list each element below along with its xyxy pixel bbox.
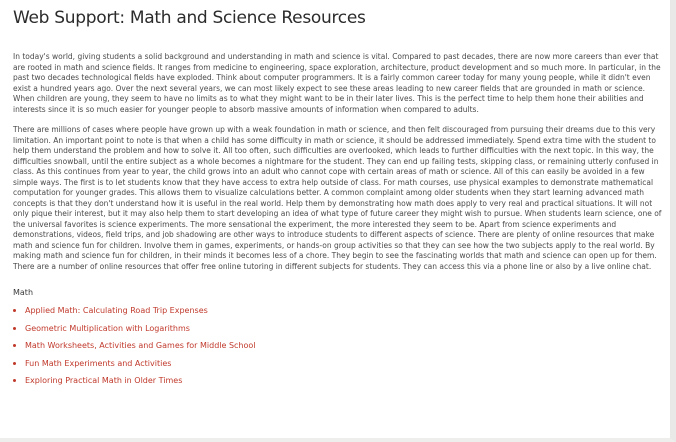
page-title: Web Support: Math and Science Resources <box>13 8 366 28</box>
bullet-icon <box>13 309 16 312</box>
bullet-icon <box>13 327 16 330</box>
list-item <box>13 324 663 342</box>
bullet-icon <box>13 344 16 347</box>
bullet-icon <box>13 362 16 365</box>
link-geometric-multiplication[interactable]: Geometric Multiplication with Logarithms <box>25 323 190 333</box>
link-applied-math[interactable]: Applied Math: Calculating Road Trip Expenses <box>25 306 208 315</box>
list-item <box>13 359 663 377</box>
bullet-icon <box>13 379 16 382</box>
intro-paragraph: In today's world, giving students a solid background and understanding in math and science is vital. Compared to past decades, there are now more careers than ever that are rooted in math and science fields. It ranges from medicine to engineering, space exploration, architecture, product development and so much more. In particular, in the past two decades technological fields have exploded. Think about computer programmers. It is a fairly common career today for many young people, while it didn't even exist a hundred years ago. Over the next several years, we can most likely expect to see these areas leading to new career fields that are grounded in math or science. When children are young, they seem to have no limits as to what they might want to be in their later lives. This is the perfect time to help them hone their abilities and interests since it is so much easier for younger people to absorb massive amounts of information when compared to adults. <box>13 52 661 114</box>
link-math-worksheets[interactable]: Math Worksheets, Activities and Games for Middle School <box>25 341 256 351</box>
body-paragraph: There are millions of cases where people have grown up with a weak foundation in math or science, and then felt discouraged from pursuing their dreams due to this very limitation. An important point to note is that when a child has some difficulty in math or science, it should be addressed immediately. Spend extra time with the student to help them understand the problem and how to solve it. All too often, such difficulties are overlooked, which leads to further difficulties with the next topic. In this way, the difficulties snowball, until the entire subject as a whole becomes a nightmare for the student. They can end up failing tests, skipping class, or remaining utterly confused in class. As this continues from year to year, the child grows into an adult who cannot cope with certain areas of math or science. All of this can easily be avoided in a few simple ways. The first is to let students know that they have access to extra help outside of class. For math courses, use physical examples to demonstrate mathematical computation for younger grades. This allows them to visualize calculations better. A common complaint among older students when they start learning advanced math concepts is that they don't understand how it is useful in the real world. Help them by demonstrating how math does apply to very real and practical situations. It will not only pique their interest, but it may also help them to start developing an idea of what type of future career they might wish to pursue. When students learn science, one of the universal favorites is science experiments. The more sensational the experiment, the more interested they seem to be. Apart from science experiments and demonstrations, videos, field trips, and job shadowing are other ways to introduce students to different aspects of science. There are plenty of online resources that make math and science fun for children. Involve them in games, experiments, or hands-on group activities so that they can see how the two subjects apply to the real world. By making math and science fun for children, in their minds it becomes less of a chore. They begin to see the fascinating worlds that math and science can open up for them. There are a number of online resources that offer free online tutoring in different subjects for students. They can access this via a phone line or also by a live online chat. <box>13 125 662 271</box>
link-practical-math[interactable]: Exploring Practical Math in Older Times <box>25 376 183 386</box>
list-item <box>13 376 663 394</box>
list-item <box>13 341 663 359</box>
article-body <box>13 52 663 394</box>
link-fun-math-experiments[interactable]: Fun Math Experiments and Activities <box>25 358 172 368</box>
math-section-heading: Math <box>13 288 34 297</box>
list-item <box>13 306 663 324</box>
math-link-list <box>13 306 663 394</box>
